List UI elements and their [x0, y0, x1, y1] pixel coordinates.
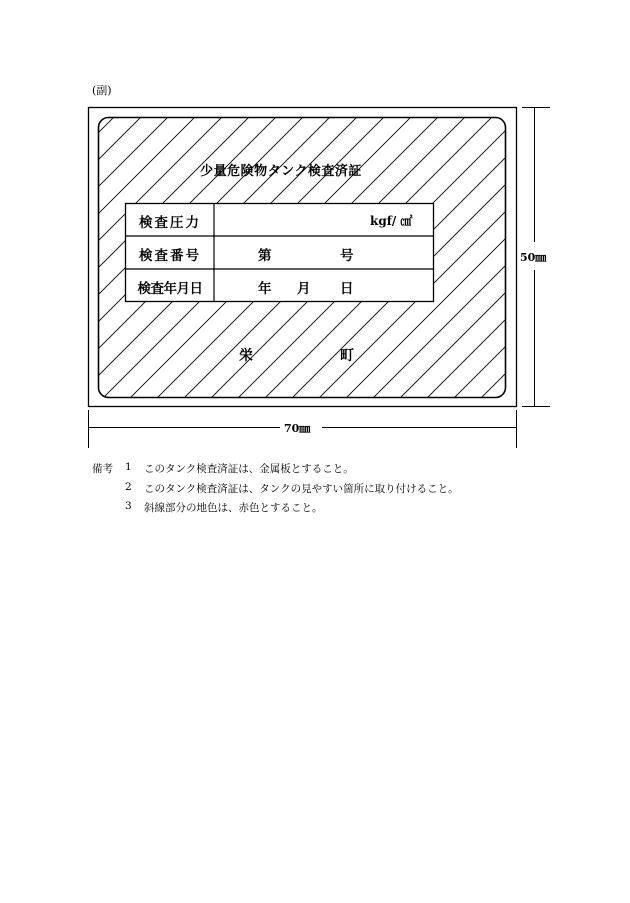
- hatch-line: [90, 305, 520, 735]
- height-dimension-label: 50㎜: [520, 251, 547, 264]
- hatch-line: [90, 0, 520, 60]
- date-day: 日: [340, 281, 354, 297]
- plate-title: 少量危険物タンク検査済証: [200, 164, 362, 179]
- issuer-first-char: 栄: [239, 348, 253, 364]
- issuer-last-char: 町: [340, 348, 354, 364]
- date-year: 年: [258, 281, 272, 297]
- hatch-line: [90, 0, 520, 168]
- notes-heading: 備考: [92, 463, 113, 475]
- hatch-line: [90, 386, 520, 816]
- hatch-line: [90, 89, 520, 519]
- pressure-unit: kgf/ ㎠: [370, 214, 413, 228]
- note-3-text: 斜線部分の地色は、赤色とすること。: [144, 502, 323, 514]
- hatch-line: [90, 413, 520, 843]
- hatch-line: [90, 332, 520, 762]
- row-label-inspection-number: 検査番号: [139, 248, 201, 264]
- row-label-inspection-pressure: 検査圧力: [139, 215, 201, 231]
- number-suffix: 号: [340, 248, 354, 264]
- hatch-line: [90, 0, 520, 384]
- hatch-line: [90, 0, 520, 222]
- hatch-line: [90, 0, 520, 114]
- number-prefix: 第: [258, 248, 272, 264]
- note-1-text: このタンク検査済証は、金属板とすること。: [144, 463, 354, 475]
- note-2-text: このタンク検査済証は、タンクの見やすい箇所に取り付けること。: [144, 483, 459, 495]
- hatch-lines: [90, 0, 520, 897]
- hatch-line: [90, 0, 520, 87]
- note-1-num: 1: [125, 461, 132, 473]
- date-month: 月: [297, 281, 311, 297]
- row-label-inspection-date: 検査年月日: [137, 281, 203, 297]
- width-dimension-label: 70㎜: [284, 422, 311, 435]
- copy-label: (副): [92, 84, 112, 97]
- note-3-num: 3: [125, 500, 132, 512]
- hatch-line: [90, 0, 520, 141]
- hatch-line: [90, 467, 520, 897]
- note-2-num: 2: [125, 481, 132, 493]
